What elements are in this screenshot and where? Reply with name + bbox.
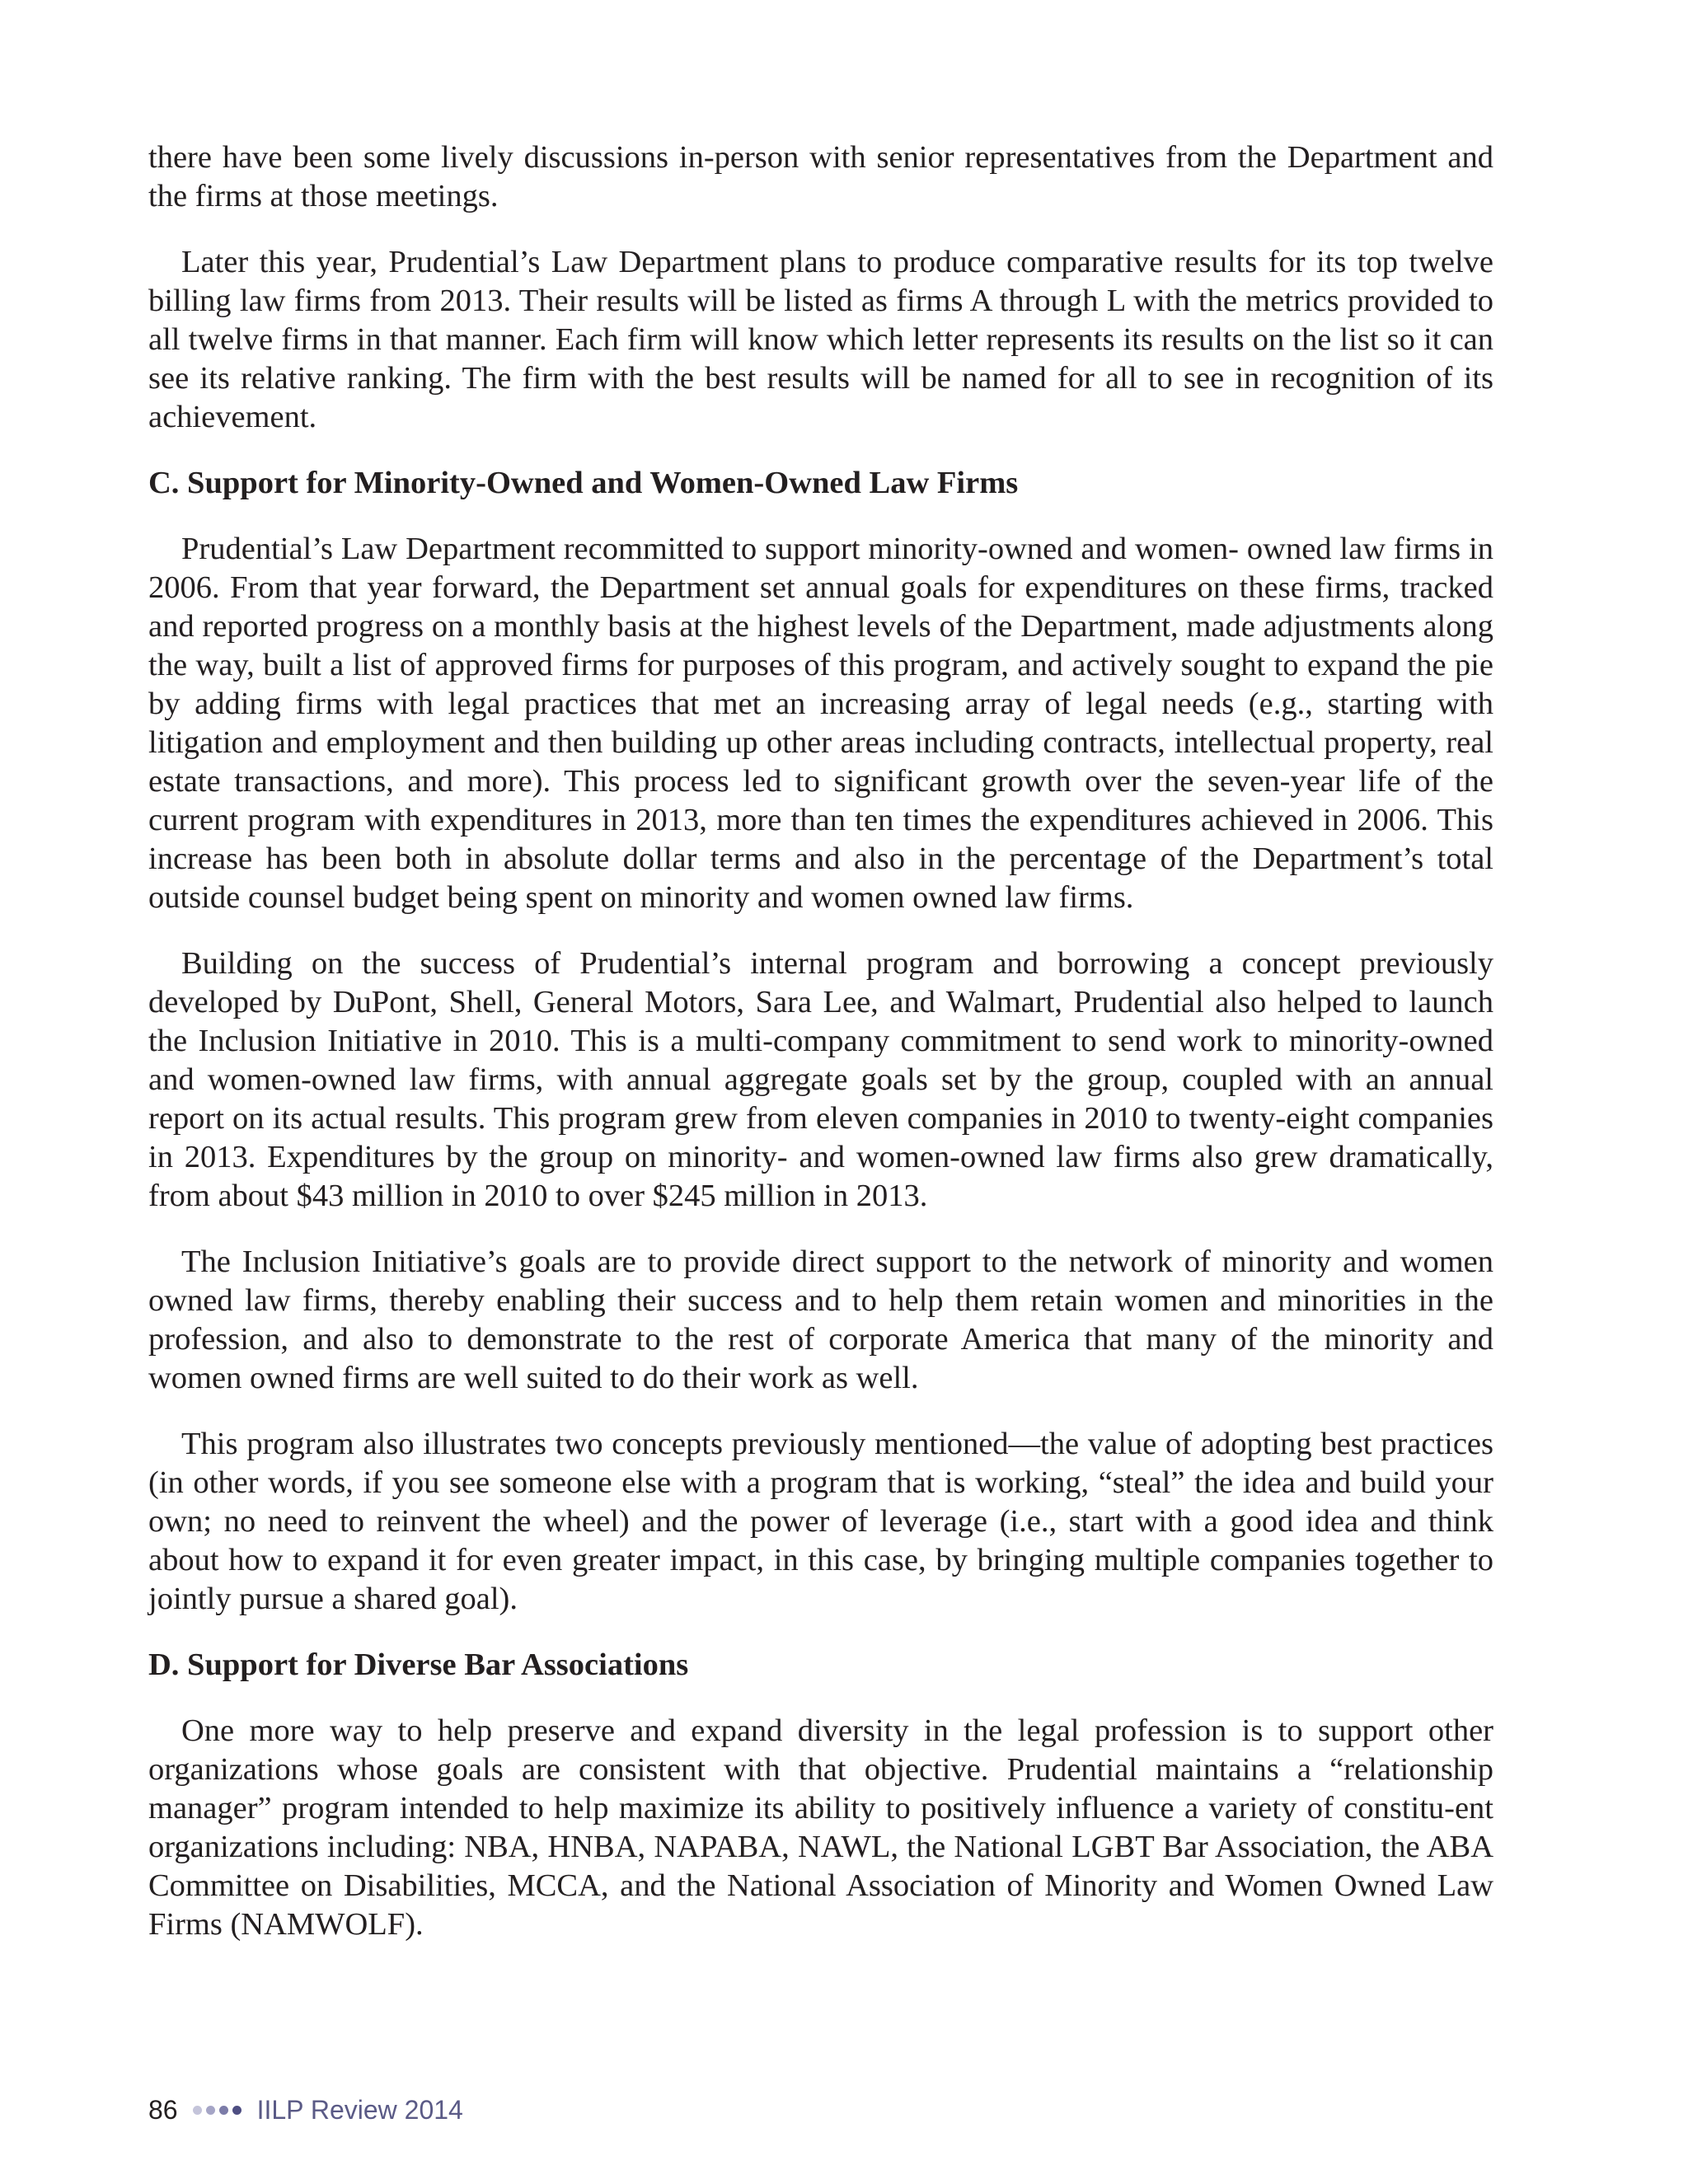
- section-heading-d: D. Support for Diverse Bar Associations: [148, 1647, 689, 1682]
- dot-icon: [193, 2106, 202, 2115]
- dot-icon: [232, 2106, 241, 2115]
- publication-title: IILP Review 2014: [256, 2094, 463, 2125]
- paragraph-comparative-results: Later this year, Prudential’s Law Department plans to produce comparative results for its top twelve billing law firms from 2013. Their results will be listed as firms A through L with the metrics provided to all twelve firms in that manner. Each firm will know which letter represents its results on the list so it can see its relative ranking. The firm with the best results will be named for all to see in recognition of its achievement.: [148, 245, 1493, 434]
- paragraph-intro: there have been some lively discussions in-person with senior representatives from the Department and the firms at those meetings.: [148, 140, 1493, 213]
- dot-icon: [206, 2106, 215, 2115]
- paragraph-best-practices: This program also illustrates two concepts previously mentioned—the value of adopting best practices (in other words, if you see someone else with a program that is working, “steal” the idea and build your own; no need to reinvent the wheel) and the power of leverage (i.e., start with a good idea and think about how to expand it for even greater impact, in this case, by bringing multiple companies together to jointly pursue a shared goal).: [148, 1427, 1493, 1616]
- section-heading-c: C. Support for Minority-Owned and Women-Owned Law Firms: [148, 466, 1019, 500]
- page-footer: [148, 2093, 463, 2126]
- dot-icon: [219, 2106, 228, 2115]
- page-body: [148, 138, 1493, 1971]
- paragraph-bar-associations: One more way to help preserve and expand diversity in the legal profession is to support other organizations whose goals are consistent with that objective. Prudential maintains a “relationship manager” program intended to help maximize its ability to positively influence a variety of constitu-ent organizations including: NBA, HNBA, NAPABA, NAWL, the National LGBT Bar Association, the ABA Committee on Disabilities, MCCA, and the National Association of Minority and Women Owned Law Firms (NAMWOLF).: [148, 1713, 1493, 1942]
- page-number: 86: [148, 2094, 178, 2125]
- paragraph-initiative-goals: The Inclusion Initiative’s goals are to provide direct support to the network of minority and women owned law firms, thereby enabling their success and to help them retain women and minorities in the profession, and also to demonstrate to the rest of corporate America that many of the minority and women owned firms are well suited to do their work as well.: [148, 1244, 1493, 1395]
- paragraph-law-department-recommitted: Prudential’s Law Department recommitted to support minority-owned and women- owned law firms in 2006. From that year forward, the Department set annual goals for expenditures on these firms, tracked and reported progress on a monthly basis at the highest levels of the Department, made adjustments along the way, built a list of approved firms for purposes of this program, and actively sought to expand the pie by adding firms with legal practices that met an increasing array of legal needs (e.g., starting with litigation and employment and then building up other areas including contracts, intellectual property, real estate transactions, and more). This process led to significant growth over the seven-year life of the current program with expenditures in 2013, more than ten times the expenditures achieved in 2006. This increase has been both in absolute dollar terms and also in the percentage of the Department’s total outside counsel budget being spent on minority and women owned law firms.: [148, 532, 1493, 915]
- paragraph-inclusion-initiative: Building on the success of Prudential’s internal program and borrowing a concept previously developed by DuPont, Shell, General Motors, Sara Lee, and Walmart, Prudential also helped to launch the Inclusion Initiative in 2010. This is a multi-company commitment to send work to minority-owned and women-owned law firms, with annual aggregate goals set by the group, coupled with an annual report on its actual results. This program grew from eleven companies in 2010 to twenty-eight companies in 2013. Expenditures by the group on minority- and women-owned law firms also grew dramatically, from about $43 million in 2010 to over $245 million in 2013.: [148, 946, 1493, 1213]
- dots-decoration-icon: [193, 2106, 246, 2115]
